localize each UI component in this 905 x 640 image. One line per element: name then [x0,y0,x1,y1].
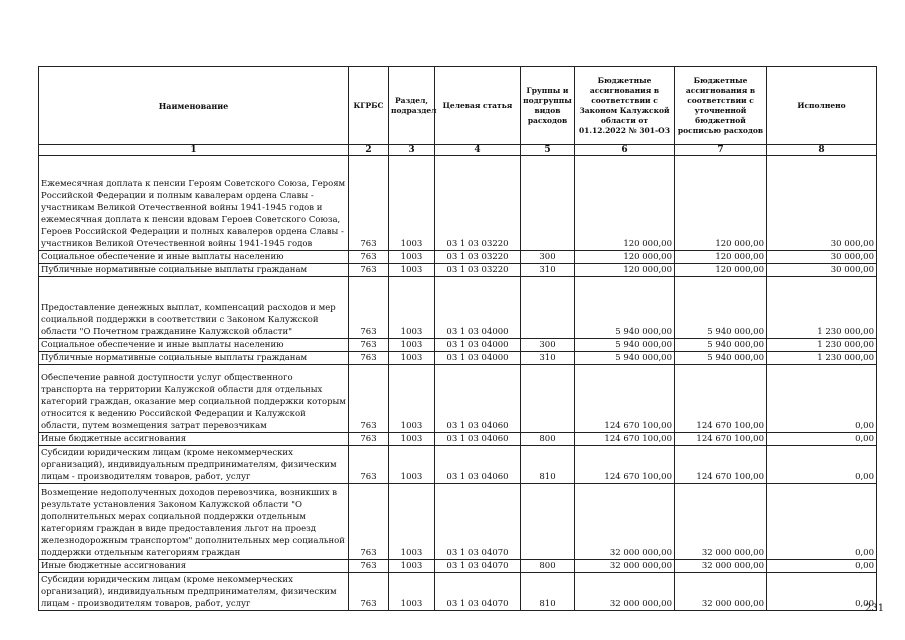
row-name: Социальное обеспечение и иные выплаты населению [39,339,349,352]
budget-table [38,66,877,611]
row-section: 1003 [389,484,435,560]
table-row [39,365,877,433]
header-section: Раздел, подраздел [389,67,435,145]
row-target: 03 1 03 04060 [435,365,521,433]
row-kgrbs: 763 [349,365,389,433]
row-group: 800 [521,560,575,573]
table-row [39,560,877,573]
row-section: 1003 [389,352,435,365]
column-number: 3 [389,145,435,156]
row-name: Ежемесячная доплата к пенсии Героям Советского Союза, Героям Российской Федерации и полным кавалерам ордена Славы - участникам Великой Отечественной войны 1941-1945 годов и ежемесячная доплата к пенсии вдовам Героев Советского Союза, Героев Российской Федерации и полных кавалеров ордена Славы - участников Великой Отечественной войны 1941-1945 годов [39,156,349,251]
row-target: 03 1 03 03220 [435,251,521,264]
row-group: 300 [521,251,575,264]
row-target: 03 1 03 04000 [435,339,521,352]
row-refined: 32 000 000,00 [675,560,767,573]
row-law: 5 940 000,00 [575,277,675,339]
row-law: 120 000,00 [575,156,675,251]
row-refined: 120 000,00 [675,156,767,251]
table-row [39,156,877,251]
table-row [39,433,877,446]
row-target: 03 1 03 04000 [435,277,521,339]
column-numbers-row [39,145,877,156]
column-number: 2 [349,145,389,156]
row-target: 03 1 03 04070 [435,560,521,573]
row-executed: 30 000,00 [767,251,877,264]
row-target: 03 1 03 03220 [435,264,521,277]
row-target: 03 1 03 04000 [435,352,521,365]
row-executed: 0,00 [767,365,877,433]
row-group [521,365,575,433]
row-executed: 0,00 [767,573,877,611]
header-name: Наименование [39,67,349,145]
header-target: Целевая статья [435,67,521,145]
row-refined: 5 940 000,00 [675,277,767,339]
table-row [39,484,877,560]
row-group: 800 [521,433,575,446]
row-name: Социальное обеспечение и иные выплаты населению [39,251,349,264]
row-name: Возмещение недополученных доходов перевозчика, возникших в результате установления Законом Калужской области "О дополнительных мерах социальной поддержки отдельным категориям граждан в виде предоставления льгот на проезд железнодорожным транспортом" дополнительных мер социальной поддержки отдельным категориям граждан [39,484,349,560]
table-row [39,573,877,611]
row-section: 1003 [389,446,435,484]
row-section: 1003 [389,251,435,264]
row-target: 03 1 03 04070 [435,484,521,560]
table-row [39,264,877,277]
header-executed: Исполнено [767,67,877,145]
row-law: 5 940 000,00 [575,352,675,365]
table-row [39,251,877,264]
row-executed: 1 230 000,00 [767,352,877,365]
row-executed: 1 230 000,00 [767,277,877,339]
row-kgrbs: 763 [349,156,389,251]
row-executed: 0,00 [767,433,877,446]
column-number: 1 [39,145,349,156]
row-section: 1003 [389,560,435,573]
row-law: 32 000 000,00 [575,560,675,573]
row-section: 1003 [389,156,435,251]
table-row [39,352,877,365]
row-section: 1003 [389,433,435,446]
table-row [39,277,877,339]
header-groups: Группы и подгруппы видов расходов [521,67,575,145]
row-name: Иные бюджетные ассигнования [39,433,349,446]
row-law: 120 000,00 [575,251,675,264]
header-kgrbs: КГРБС [349,67,389,145]
row-kgrbs: 763 [349,251,389,264]
row-name: Иные бюджетные ассигнования [39,560,349,573]
header-law: Бюджетные ассигнования в соответствии с Законом Калужской области от 01.12.2022 № 301-ОЗ [575,67,675,145]
row-refined: 120 000,00 [675,264,767,277]
row-target: 03 1 03 03220 [435,156,521,251]
row-name: Публичные нормативные социальные выплаты гражданам [39,264,349,277]
row-name: Субсидии юридическим лицам (кроме некоммерческих организаций), индивидуальным предпринимателям, физическим лицам - производителям товаров, работ, услуг [39,446,349,484]
row-group: 810 [521,446,575,484]
row-executed: 0,00 [767,484,877,560]
row-target: 03 1 03 04060 [435,433,521,446]
row-kgrbs: 763 [349,339,389,352]
row-refined: 124 670 100,00 [675,433,767,446]
row-law: 124 670 100,00 [575,446,675,484]
row-refined: 32 000 000,00 [675,573,767,611]
row-target: 03 1 03 04070 [435,573,521,611]
row-law: 5 940 000,00 [575,339,675,352]
row-kgrbs: 763 [349,573,389,611]
row-kgrbs: 763 [349,484,389,560]
row-section: 1003 [389,365,435,433]
row-section: 1003 [389,339,435,352]
row-kgrbs: 763 [349,433,389,446]
row-refined: 32 000 000,00 [675,484,767,560]
table-row [39,339,877,352]
row-group [521,156,575,251]
row-law: 124 670 100,00 [575,365,675,433]
page-number: 231 [865,603,885,614]
row-executed: 0,00 [767,560,877,573]
row-target: 03 1 03 04060 [435,446,521,484]
row-law: 32 000 000,00 [575,573,675,611]
row-refined: 5 940 000,00 [675,339,767,352]
row-name: Субсидии юридическим лицам (кроме некоммерческих организаций), индивидуальным предпринимателям, физическим лицам - производителям товаров, работ, услуг [39,573,349,611]
row-section: 1003 [389,264,435,277]
row-group [521,484,575,560]
row-law: 124 670 100,00 [575,433,675,446]
row-section: 1003 [389,277,435,339]
column-number: 4 [435,145,521,156]
row-group: 300 [521,339,575,352]
row-kgrbs: 763 [349,352,389,365]
row-executed: 30 000,00 [767,264,877,277]
row-executed: 30 000,00 [767,156,877,251]
column-number: 5 [521,145,575,156]
row-group [521,277,575,339]
column-number: 6 [575,145,675,156]
row-kgrbs: 763 [349,277,389,339]
row-name: Публичные нормативные социальные выплаты гражданам [39,352,349,365]
row-refined: 5 940 000,00 [675,352,767,365]
row-name: Обеспечение равной доступности услуг общественного транспорта на территории Калужской области для отдельных категорий граждан, оказание мер социальной поддержки которым относится к ведению Российской Федерации и Калужской области, путем возмещения затрат перевозчикам [39,365,349,433]
row-kgrbs: 763 [349,446,389,484]
row-law: 120 000,00 [575,264,675,277]
row-executed: 0,00 [767,446,877,484]
row-name: Предоставление денежных выплат, компенсаций расходов и мер социальной поддержки в соответствии с Законом Калужской области "О Почетном гражданине Калужской области" [39,277,349,339]
row-group: 310 [521,264,575,277]
row-law: 32 000 000,00 [575,484,675,560]
row-refined: 120 000,00 [675,251,767,264]
row-group: 810 [521,573,575,611]
row-refined: 124 670 100,00 [675,365,767,433]
column-number: 7 [675,145,767,156]
row-refined: 124 670 100,00 [675,446,767,484]
row-kgrbs: 763 [349,560,389,573]
row-executed: 1 230 000,00 [767,339,877,352]
header-refined: Бюджетные ассигнования в соответствии с уточненной бюджетной росписью расходов [675,67,767,145]
table-row [39,446,877,484]
row-section: 1003 [389,573,435,611]
row-kgrbs: 763 [349,264,389,277]
column-number: 8 [767,145,877,156]
row-group: 310 [521,352,575,365]
